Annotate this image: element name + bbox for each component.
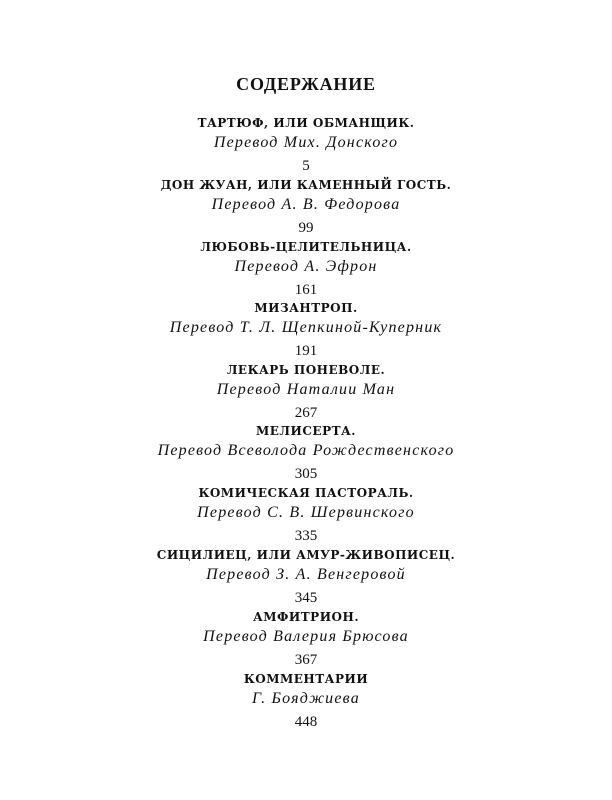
work-title: ТАРТЮФ, ИЛИ ОБМАНЩИК. [197, 116, 415, 130]
toc-entry [0, 483, 612, 546]
work-title: АМФИТРИОН. [252, 610, 360, 624]
work-title: ДОН ЖУАН, ИЛИ КАМЕННЫЙ ГОСТЬ. [160, 178, 452, 192]
toc-entry [0, 607, 612, 670]
page-number: 161 [294, 282, 318, 298]
toc-entry [0, 237, 612, 300]
toc-entry [0, 545, 612, 608]
work-title: КОМИЧЕСКАЯ ПАСТОРАЛЬ. [198, 486, 414, 500]
translator-credit: Г. Бояджиева [252, 690, 360, 707]
page-number: 5 [302, 158, 310, 174]
translator-credit: Перевод З. А. Венгеровой [206, 566, 406, 583]
translator-credit: Перевод Наталии Ман [216, 381, 396, 398]
translator-credit: Перевод Валерия Брюсова [203, 628, 409, 645]
work-title: КОММЕНТАРИИ [243, 672, 369, 686]
page-number: 448 [294, 714, 318, 730]
toc-entry [0, 175, 612, 238]
page-number: 267 [294, 405, 318, 421]
translator-credit: Перевод А. В. Федорова [211, 196, 401, 213]
work-title: МИЗАНТРОП. [254, 301, 358, 315]
page-number: 335 [294, 528, 318, 544]
translator-credit: Перевод А. Эфрон [234, 258, 378, 275]
work-title: МЕЛИСЕРТА. [256, 424, 356, 438]
page-title: СОДЕРЖАНИЕ [236, 74, 376, 94]
translator-credit: Перевод Мих. Донского [213, 134, 399, 151]
page-number: 99 [298, 220, 314, 236]
toc-entry [0, 298, 612, 361]
work-title: ЛЮБОВЬ-ЦЕЛИТЕЛЬНИЦА. [200, 240, 412, 254]
page-number: 367 [294, 652, 318, 668]
toc-entry [0, 113, 612, 176]
toc-entry [0, 669, 612, 732]
page-number: 345 [294, 590, 318, 606]
toc-entry [0, 360, 612, 423]
page-number: 305 [294, 466, 318, 482]
work-title: ЛЕКАРЬ ПОНЕВОЛЕ. [226, 363, 386, 377]
work-title: СИЦИЛИЕЦ, ИЛИ АМУР-ЖИВОПИСЕЦ. [156, 548, 456, 562]
translator-credit: Перевод Т. Л. Щепкиной-Куперник [169, 319, 443, 336]
translator-credit: Перевод Всеволода Рождественского [157, 442, 455, 459]
translator-credit: Перевод С. В. Шервинского [197, 504, 415, 521]
page-number: 191 [294, 343, 318, 359]
toc-entry [0, 421, 612, 484]
